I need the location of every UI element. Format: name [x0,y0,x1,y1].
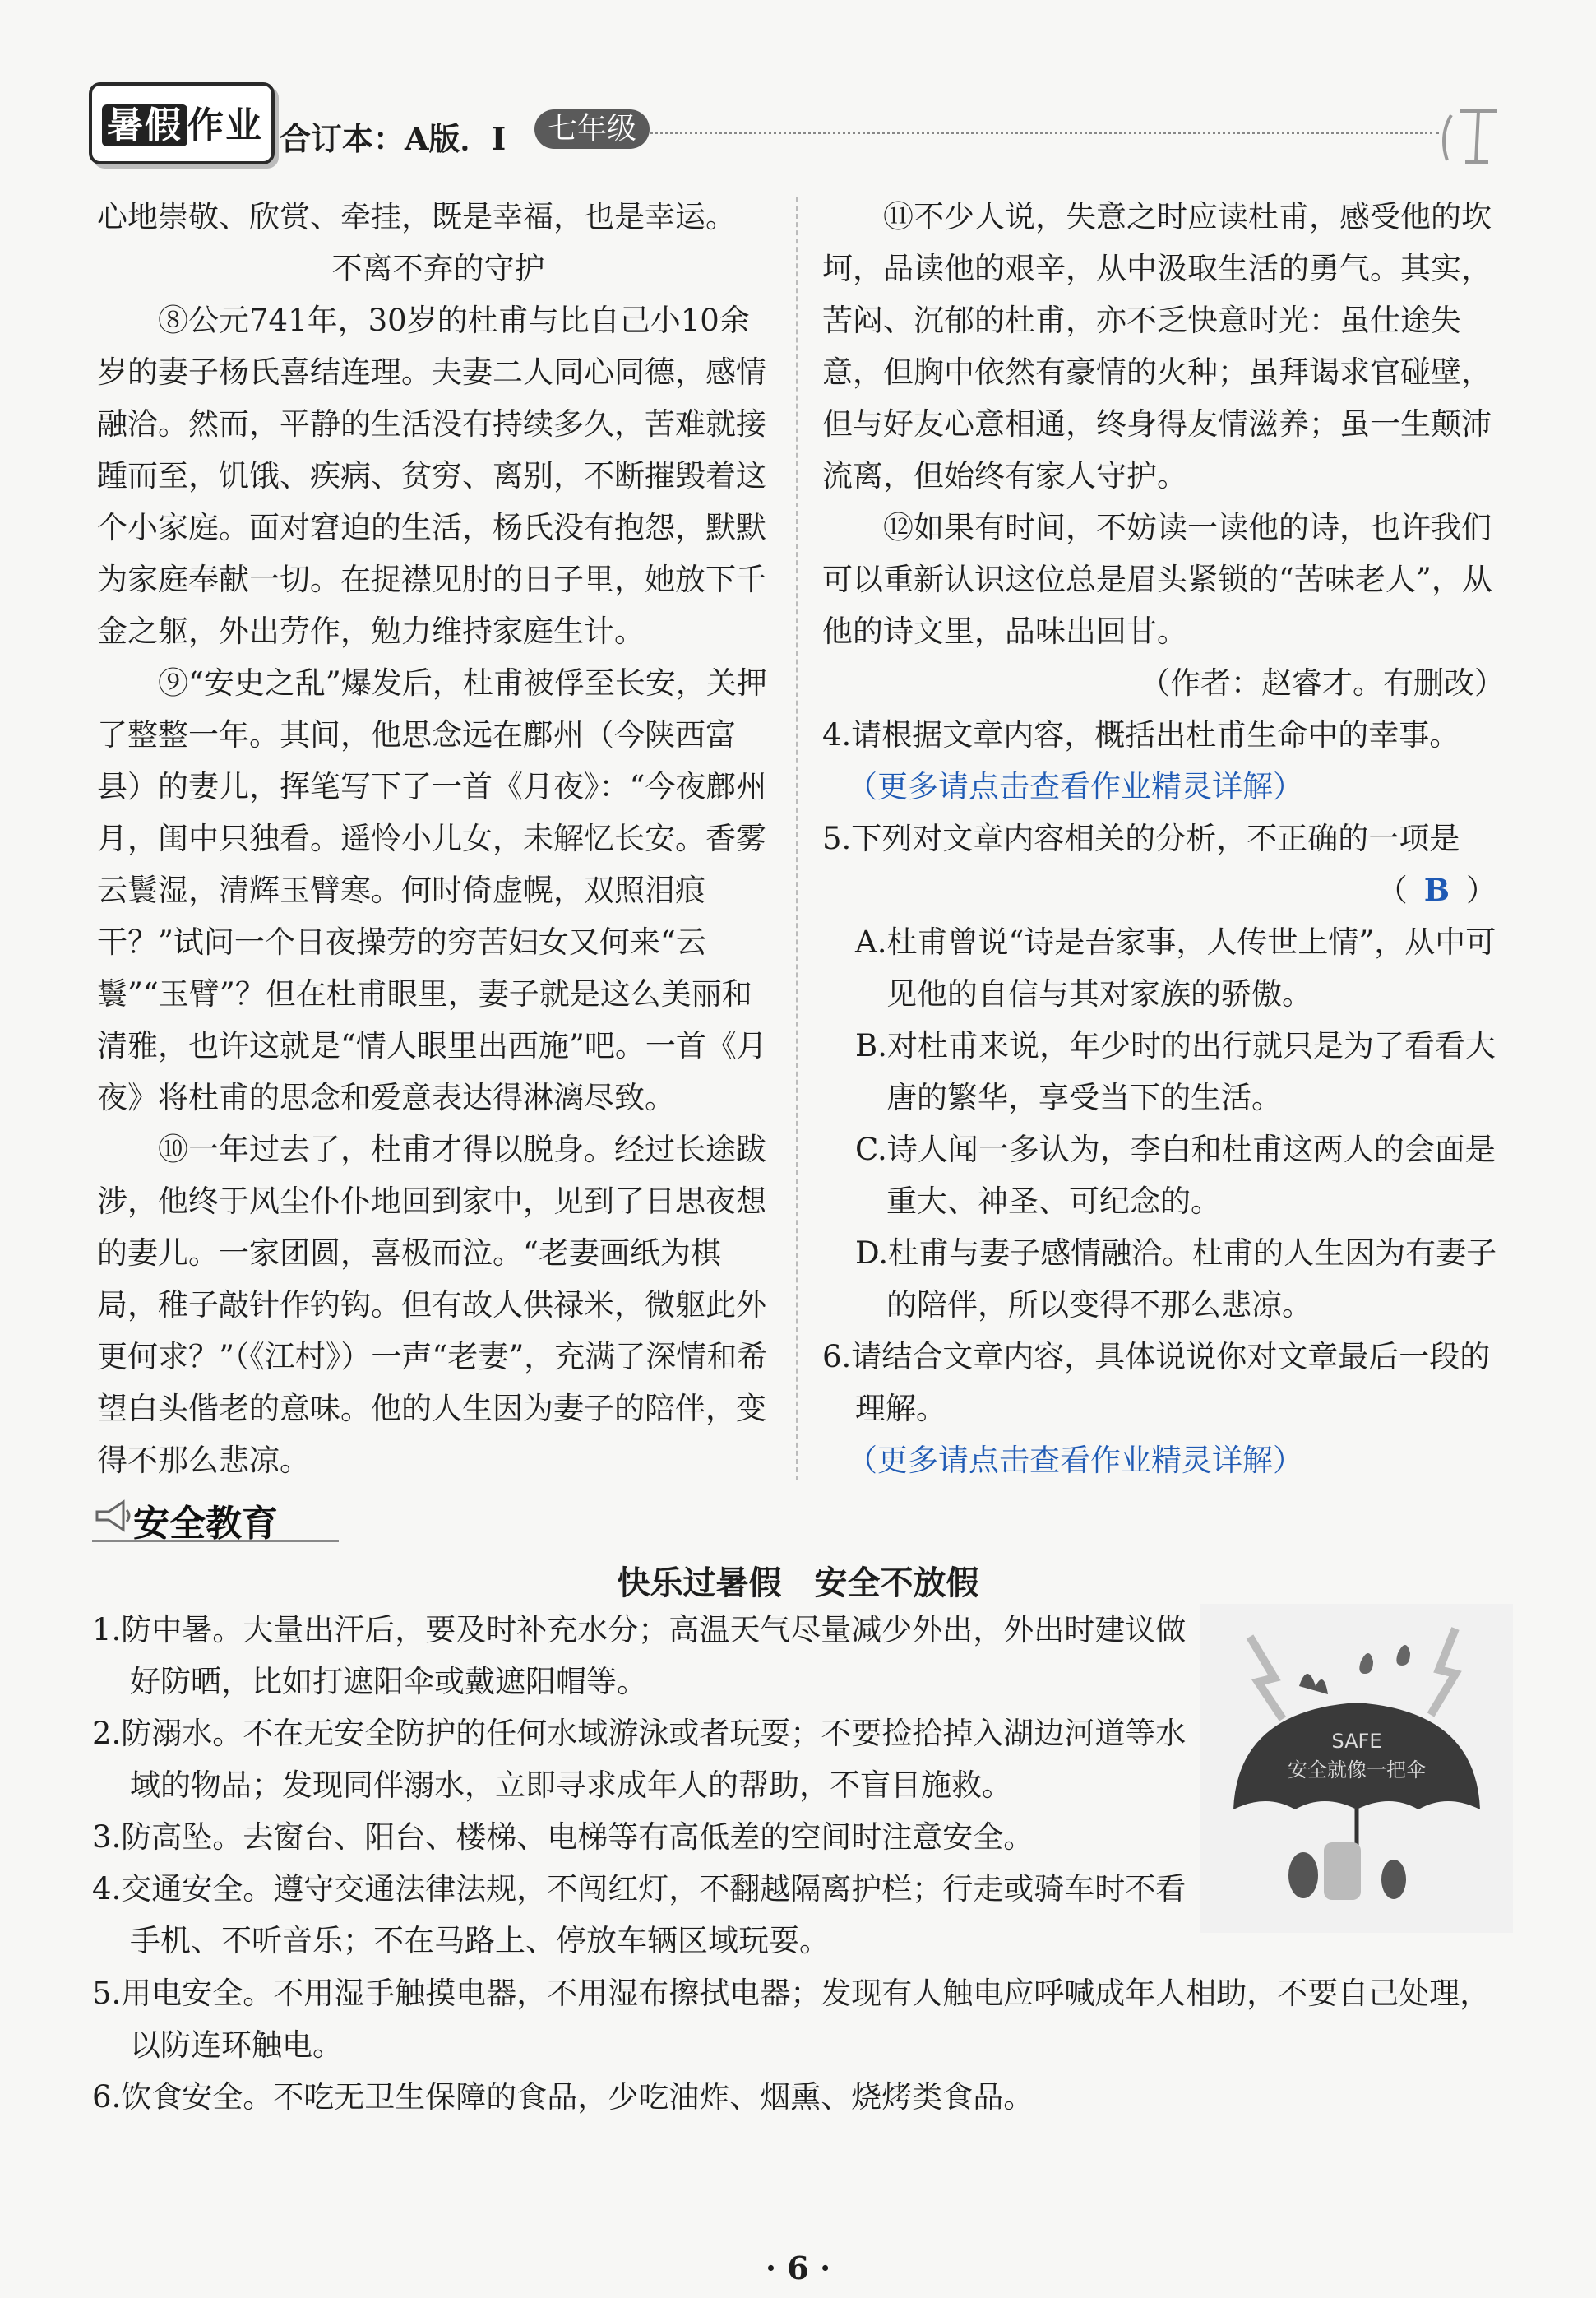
safety-heading: 快乐过暑假 安全不放假 [617,1564,979,1602]
question-5: 5.下列对文章内容相关的分析，不正确的一项是 [822,821,1460,856]
safety-item-4: 4.交通安全。遵守交通法律法规，不闯红灯，不翻越隔离护栏；行走或骑车时不看手机、不听音乐；不在马路上、停放车辆区域玩耍。 [92,1871,1187,1958]
safety-item-6: 6.饮食安全。不吃无卫生保障的食品，少吃油炸、烟熏、烧烤类食品。 [92,2079,1034,2115]
author-note: （作者：赵睿才。有删改） [1140,665,1505,701]
section-subtitle: 不离不弃的守护 [331,251,545,286]
book-title: 合订本：A版．I [280,120,507,157]
logo-text [102,95,263,148]
roman-one-mark-icon [1431,103,1513,169]
grade-badge: 七年级 [534,109,650,149]
paragraph-11: ⑪不少人说，失意之时应读杜甫，感受他的坎坷，品读他的艰辛，从中汲取生活的勇气。其实，苦闷、沉郁的杜甫，亦不乏快意时光：虽仕途失意，但胸中依然有豪情的火种；虽拜谒求官碰壁，但与好友心意相通，终身得友情滋养；虽一生颠沛流离，但始终有家人守护。 [822,199,1492,493]
umbrella-safe-label: SAFE [1331,1730,1382,1753]
left-column [97,191,779,1486]
option-d: D.杜甫与妻子感情融洽。杜甫的人生因为有妻子的陪伴，所以变得不那么悲凉。 [855,1235,1497,1323]
detail-link-2[interactable]: （更多请点击查看作业精灵详解） [847,1443,1303,1478]
answer-bracket [822,864,1505,916]
safety-item-1: 1.防中暑。大量出汗后，要及时补充水分；高温天气尽量减少外出，外出时建议做好防晒，比如打遮阳伞或戴遮阳帽等。 [92,1612,1187,1699]
answer-open-paren: （ [1376,873,1408,908]
option-a: A.杜甫曾说“诗是吾家事，人传世上情”，从中可见他的自信与其对家族的骄傲。 [855,924,1497,1012]
safety-item-2: 2.防溺水。不在无安全防护的任何水域游泳或者玩耍；不要捡拾掉入湖边河道等水域的物品；发现同伴溺水，立即寻求成年人的帮助，不盲目施救。 [92,1716,1187,1803]
safety-item-3: 3.防高坠。去窗台、阳台、楼梯、电梯等有高低差的空间时注意安全。 [92,1819,1034,1855]
character-figure [1288,1852,1318,1898]
safety-list-top [92,1604,1198,1967]
paragraph-top: 心地崇敬、欣赏、牵挂，既是幸福，也是幸运。 [97,199,736,234]
logo-part-a: 暑假 [102,104,187,146]
megaphone-icon [92,1497,133,1535]
section-title: 安全教育 [133,1503,278,1545]
question-4: 4.请根据文章内容，概括出杜甫生命中的幸事。 [822,717,1460,753]
safety-list-bottom [92,1967,1506,2123]
safety-item-5: 5.用电安全。不用湿手触摸电器，不用湿布擦拭电器；发现有人触电应呼喊成年人相助，不要自己处理，以防连环触电。 [92,1976,1491,2063]
option-c: C.诗人闻一多认为，李白和杜甫这两人的会面是重大、神圣、可纪念的。 [855,1132,1496,1219]
paragraph-12: ⑫如果有时间，不妨读一读他的诗，也许我们可以重新认识这位总是眉头紧锁的“苦味老人”，从他的诗文里，品味出回甘。 [822,510,1492,649]
section-underline [92,1540,339,1542]
column-divider [796,197,798,1480]
page-number: · 6 · [765,2249,831,2286]
character-figure [1381,1860,1406,1899]
right-column [822,191,1505,1486]
umbrella-caption: 安全就像一把伞 [1288,1758,1426,1781]
answer-choice: B [1423,872,1450,908]
detail-link-1[interactable]: （更多请点击查看作业精灵详解） [847,769,1303,804]
logo-part-b: 作业 [187,104,263,146]
paragraph-10: ⑩一年过去了，杜甫才得以脱身。经过长途跋涉，他终于风尘仆仆地回到家中，见到了日思夜想的妻儿。一家团圆，喜极而泣。“老妻画纸为棋局，稚子敲针作钓钩。但有故人供禄米，微躯此外更何求？”（《江村》）一声“老妻”，充满了深情和希望白头偕老的意味。他的人生因为妻子的陪伴，变得不那么悲凉。 [97,1132,768,1478]
character-figure [1324,1842,1361,1900]
paragraph-8: ⑧公元741年，30岁的杜甫与比自己小10余岁的妻子杨氏喜结连理。夫妻二人同心同德，感情融洽。然而，平静的生活没有持续多久，苦难就接踵而至，饥饿、疾病、贫穷、离别，不断摧毁着这个小家庭。面对窘迫的生活，杨氏没有抱怨，默默为家庭奉献一切。在捉襟见肘的日子里，她放下千金之躯，外出劳作，勉力维持家庭生计。 [97,303,766,649]
header-logo [89,82,275,164]
header-divider [650,132,1439,134]
question-6: 6.请结合文章内容，具体说说你对文章最后一段的理解。 [822,1339,1491,1426]
answer-close-paren: ） [1466,873,1497,908]
safety-umbrella-illustration [1200,1604,1513,1933]
paragraph-9: ⑨“安史之乱”爆发后，杜甫被俘至长安，关押了整整一年。其间，他思念远在鄜州（今陕西富县）的妻儿，挥笔写下了一首《月夜》：“今夜鄜州月，闺中只独看。遥怜小儿女，未解忆长安。香雾云鬟湿，清辉玉臂寒。何时倚虚幌，双照泪痕干？”试问一个日夜操劳的穷苦妇女又何来“云鬟”“玉臂”？但在杜甫眼里，妻子就是这么美丽和清雅，也许这就是“情人眼里出西施”吧。一首《月夜》将杜甫的思念和爱意表达得淋漓尽致。 [97,665,767,1115]
option-b: B.对杜甫来说，年少时的出行就只是为了看看大唐的繁华，享受当下的生活。 [855,1028,1496,1115]
